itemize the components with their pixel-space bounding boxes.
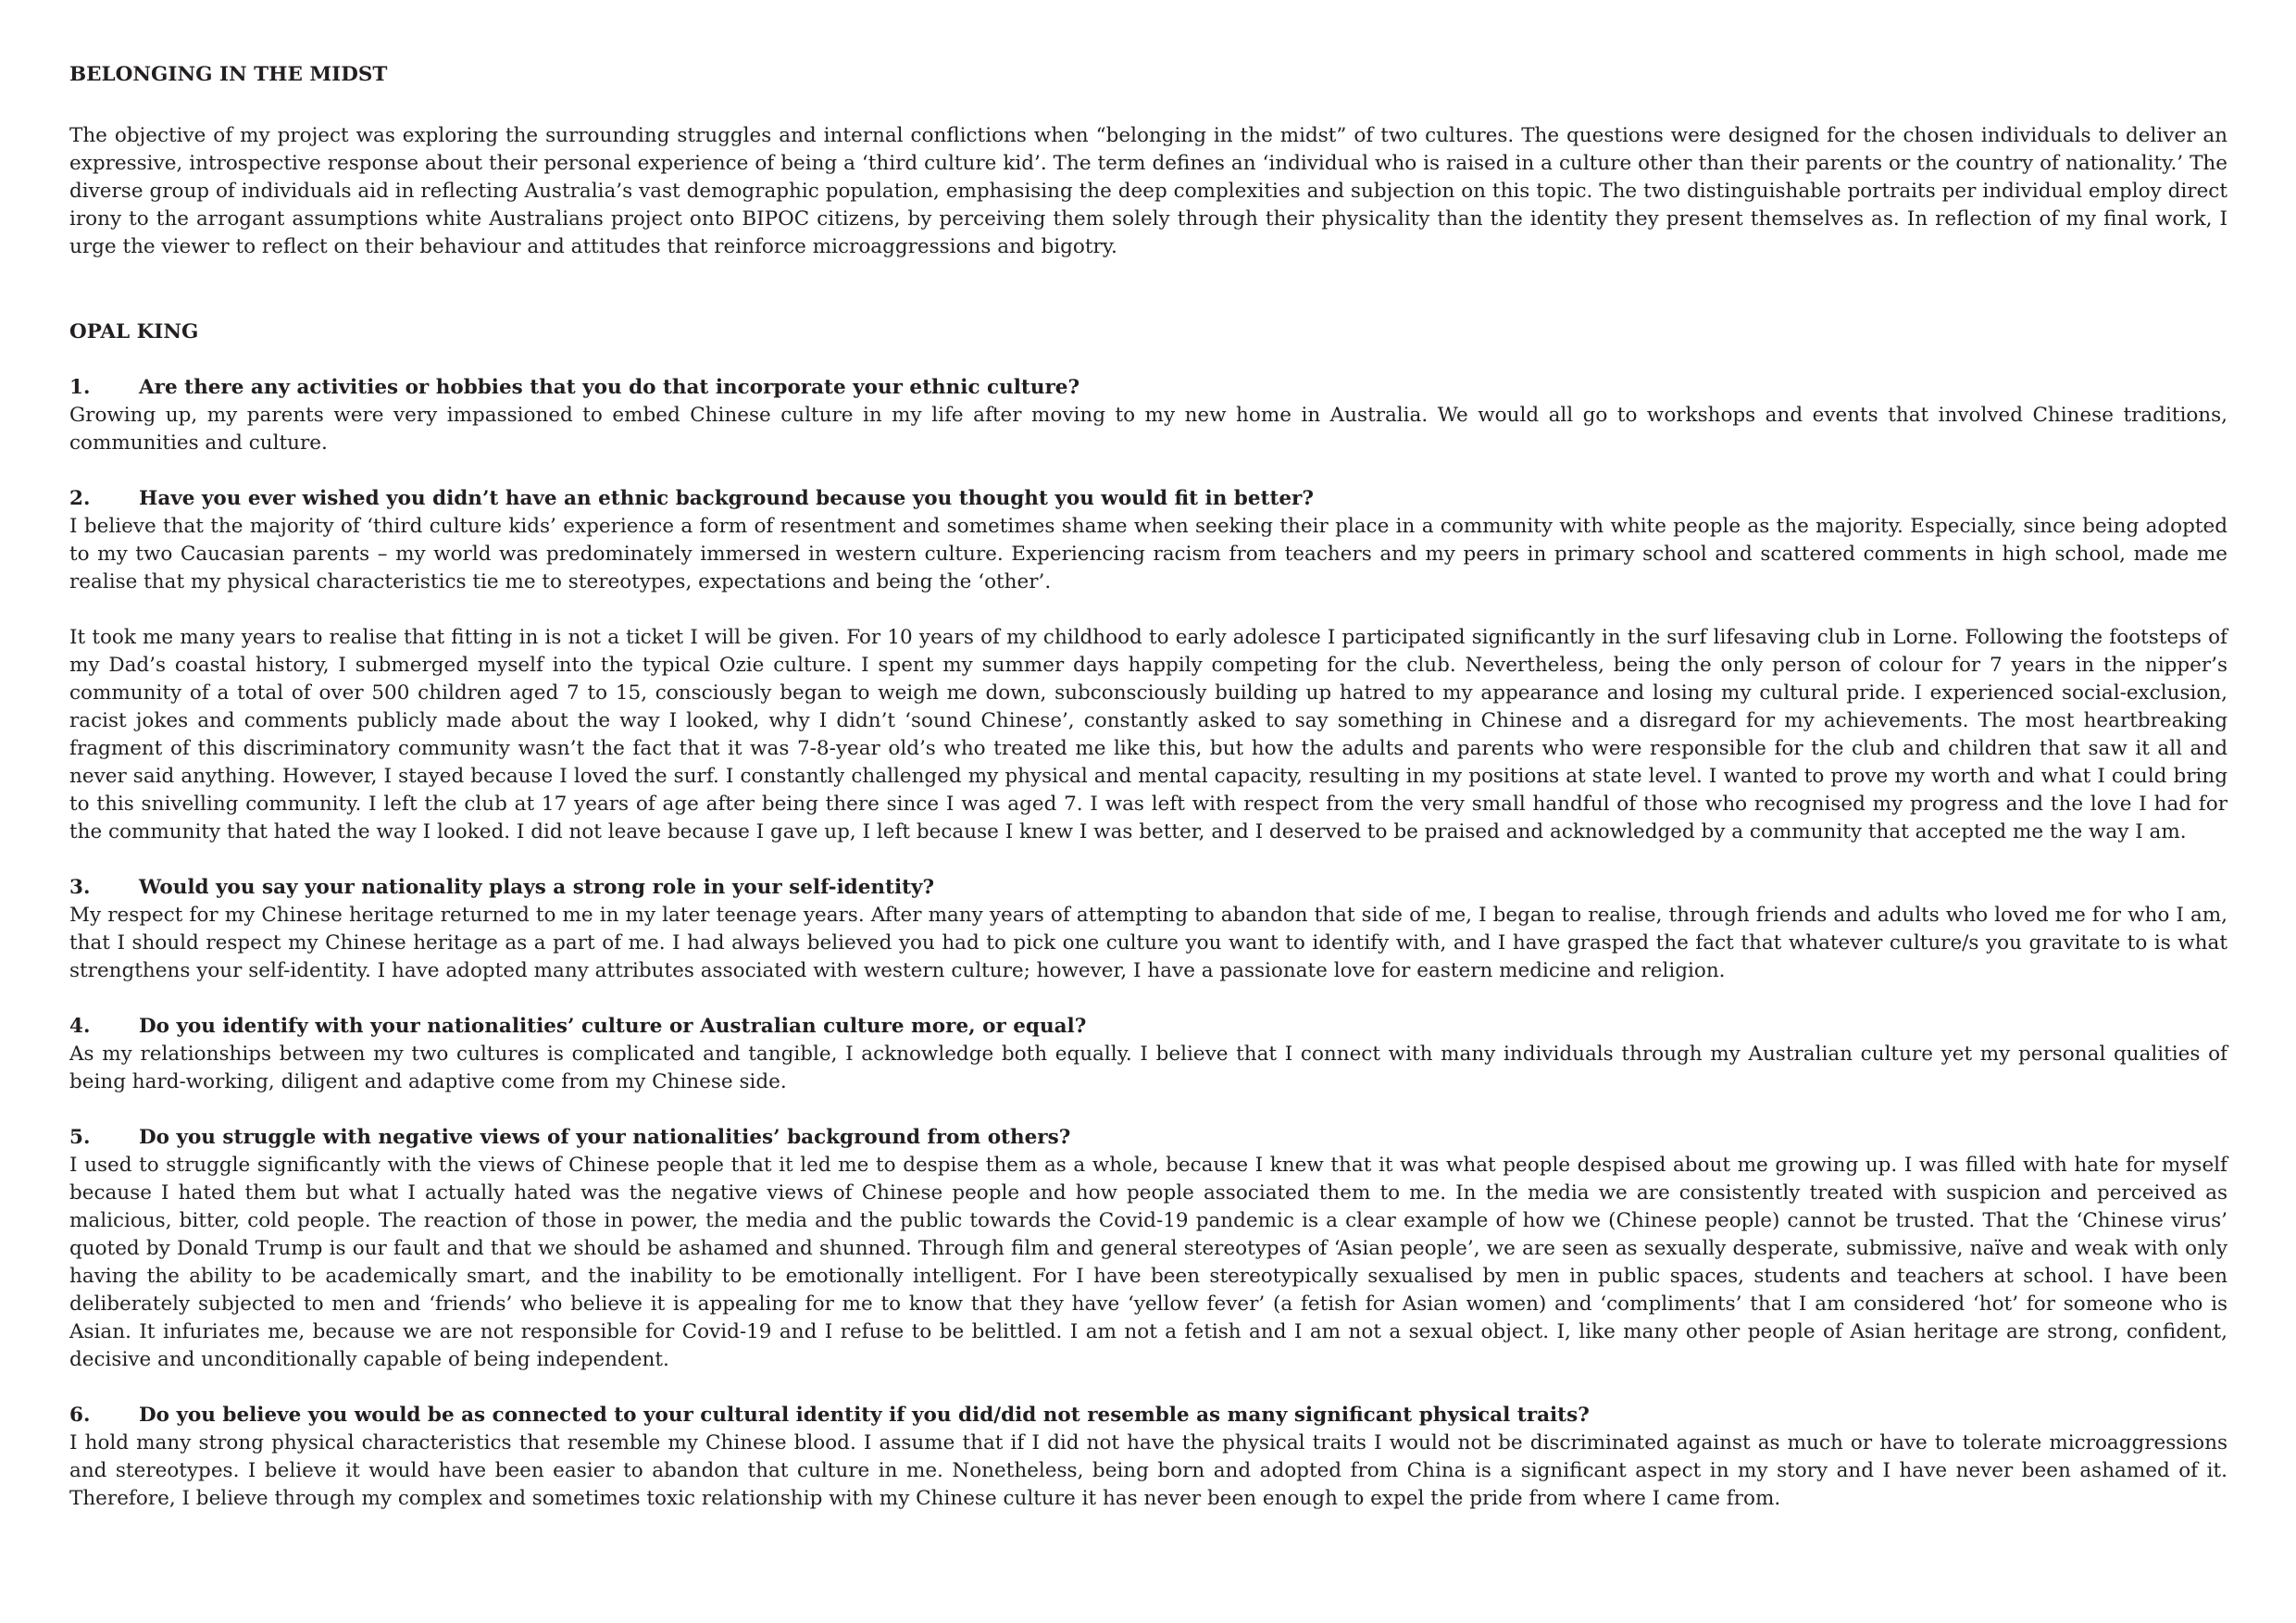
answer-paragraph: It took me many years to realise that fitting in is not a ticket I will be given. For 10 years of my childhood to early adolesce I participated significantly in the surf lifesaving club in Lorne. Following the footsteps of my Dad’s coastal history, I submerged myself into the typical Ozie culture. I spent my summer days happily competing for the club. Nevertheless, being the only person of colour for 7 years in the nipper’s community of a total of over 500 children aged 7 to 15, consciously began to weigh me down, subconsciously building up hatred to my appearance and losing my cultural pride. I experienced social-exclusion, racist jokes and comments publicly made about the way I looked, why I didn’t ‘sound Chinese’, constantly asked to say something in Chinese and a disregard for my achievements. The most heartbreaking fragment of this discriminatory community wasn’t the fact that it was 7-8-year old’s who treated me like this, but how the adults and parents who were responsible for the club and children that saw it all and never said anything. However, I stayed because I loved the surf. I constantly challenged my physical and mental capacity, resulting in my positions at state level. I wanted to prove my worth and what I could bring to this snivelling community. I left the club at 17 years of age after being there since I was aged 7. I was left with respect from the very small handful of those who recognised my progress and the love I had for the community that hated the way I looked. I did not leave because I gave up, I left because I knew I was better, and I deserved to be praised and acknowledged by a community that accepted me the way I am. xyxy=(69,626,2227,843)
question-heading xyxy=(69,485,2227,513)
answer xyxy=(69,902,2227,985)
answer xyxy=(69,1429,2227,1513)
question-text: Do you identify with your nationalities’ culture or Australian culture more, or equal? xyxy=(139,1015,1087,1038)
answer xyxy=(69,513,2227,846)
question-block-4 xyxy=(69,1013,2227,1096)
question-text: Do you believe you would be as connected to your cultural identity if you did/did not resemble as many significant physical traits? xyxy=(139,1404,1590,1427)
question-heading xyxy=(69,1013,2227,1041)
subject-name: OPAL KING xyxy=(69,320,199,343)
answer xyxy=(69,1152,2227,1374)
answer-paragraph: Growing up, my parents were very impassioned to embed Chinese culture in my life after moving to my new home in Australia. We would all go to workshops and events that involved Chinese traditions, communities and culture. xyxy=(69,404,2227,455)
question-block-3 xyxy=(69,874,2227,985)
question-block-6 xyxy=(69,1402,2227,1513)
answer xyxy=(69,402,2227,457)
intro-paragraph: The objective of my project was exploring the surrounding struggles and internal conflictions when “belonging in the midst” of two cultures. The questions were designed for the chosen individuals to deliver an expressive, introspective response about their personal experience of being a ‘third culture kid’. The term defines an ‘individual who is raised in a culture other than their parents or the country of nationality.’ The diverse group of individuals aid in reflecting Australia’s vast demographic population, emphasising the deep complexities and subjection on this topic. The two distinguishable portraits per individual employ direct irony to the arrogant assumptions white Australians project onto BIPOC citizens, by perceiving them solely through their physicality than the identity they present themselves as. In reflection of my final work, I urge the viewer to reflect on their behaviour and attitudes that reinforce microaggressions and bigotry. xyxy=(69,124,2227,258)
question-heading xyxy=(69,1124,2227,1152)
question-block-1 xyxy=(69,374,2227,457)
answer-paragraph: My respect for my Chinese heritage returned to me in my later teenage years. After many years of attempting to abandon that side of me, I began to realise, through friends and adults who loved me for who I am, that I should respect my Chinese heritage as a part of me. I had always believed you had to pick one culture you want to identify with, and I have grasped the fact that whatever culture/s you gravitate to is what strengthens your self-identity. I have adopted many attributes associated with western culture; however, I have a passionate love for eastern medicine and religion. xyxy=(69,904,2227,982)
answer-paragraph: I hold many strong physical characteristics that resemble my Chinese blood. I assume that if I did not have the physical traits I would not be discriminated against as much or have to tolerate microaggressions and stereotypes. I believe it would have been easier to abandon that culture in me. Nonetheless, being born and adopted from China is a significant aspect in my story and I have never been ashamed of it. Therefore, I believe through my complex and sometimes toxic relationship with my Chinese culture it has never been enough to expel the pride from where I came from. xyxy=(69,1431,2227,1510)
answer-paragraph: As my relationships between my two cultures is complicated and tangible, I acknowledge both equally. I believe that I connect with many individuals through my Australian culture yet my personal qualities of being hard-working, diligent and adaptive come from my Chinese side. xyxy=(69,1042,2227,1093)
question-heading xyxy=(69,374,2227,402)
question-heading xyxy=(69,1402,2227,1429)
question-number: 6. xyxy=(69,1404,91,1427)
question-number: 1. xyxy=(69,376,91,399)
question-text: Would you say your nationality plays a strong role in your self-identity? xyxy=(139,876,935,899)
answer-paragraph: I used to struggle significantly with the views of Chinese people that it led me to despise them as a whole, because I knew that it was what people despised about me growing up. I was filled with hate for myself because I hated them but what I actually hated was the negative views of Chinese people and how people associated them to me. In the media we are consistently treated with suspicion and perceived as malicious, bitter, cold people. The reaction of those in power, the media and the public towards the Covid-19 pandemic is a clear example of how we (Chinese people) cannot be trusted. That the ‘Chinese virus’ quoted by Donald Trump is our fault and that we should be ashamed and shunned. Through film and general stereotypes of ‘Asian people’, we are seen as sexually desperate, submissive, naïve and weak with only having the ability to be academically smart, and the inability to be emotionally intelligent. For I have been stereotypically sexualised by men in public spaces, students and teachers at school. I have been deliberately subjected to men and ‘friends’ who believe it is appealing for me to know that they have ‘yellow fever’ (a fetish for Asian women) and ‘compliments’ that I am considered ‘hot’ for someone who is Asian. It infuriates me, because we are not responsible for Covid-19 and I refuse to be belittled. I am not a fetish and I am not a sexual object. I, like many other people of Asian heritage are strong, confident, decisive and unconditionally capable of being independent. xyxy=(69,1154,2227,1371)
answer xyxy=(69,1041,2227,1096)
question-text: Are there any activities or hobbies that you do that incorporate your ethnic culture? xyxy=(139,376,1080,399)
question-number: 3. xyxy=(69,876,91,899)
document-title: BELONGING IN THE MIDST xyxy=(69,63,388,86)
question-text: Have you ever wished you didn’t have an ethnic background because you thought you would fit in better? xyxy=(139,487,1314,510)
question-block-5 xyxy=(69,1124,2227,1374)
answer-paragraph: I believe that the majority of ‘third culture kids’ experience a form of resentment and sometimes shame when seeking their place in a community with white people as the majority. Especially, since being adopted to my two Caucasian parents – my world was predominately immersed in western culture. Experiencing racism from teachers and my peers in primary school and scattered comments in high school, made me realise that my physical characteristics tie me to stereotypes, expectations and being the ‘other’. xyxy=(69,515,2227,593)
question-block-2 xyxy=(69,485,2227,846)
question-heading xyxy=(69,874,2227,902)
question-number: 2. xyxy=(69,487,91,510)
question-number: 5. xyxy=(69,1126,91,1149)
question-text: Do you struggle with negative views of your nationalities’ background from others? xyxy=(139,1126,1071,1149)
question-number: 4. xyxy=(69,1015,91,1038)
